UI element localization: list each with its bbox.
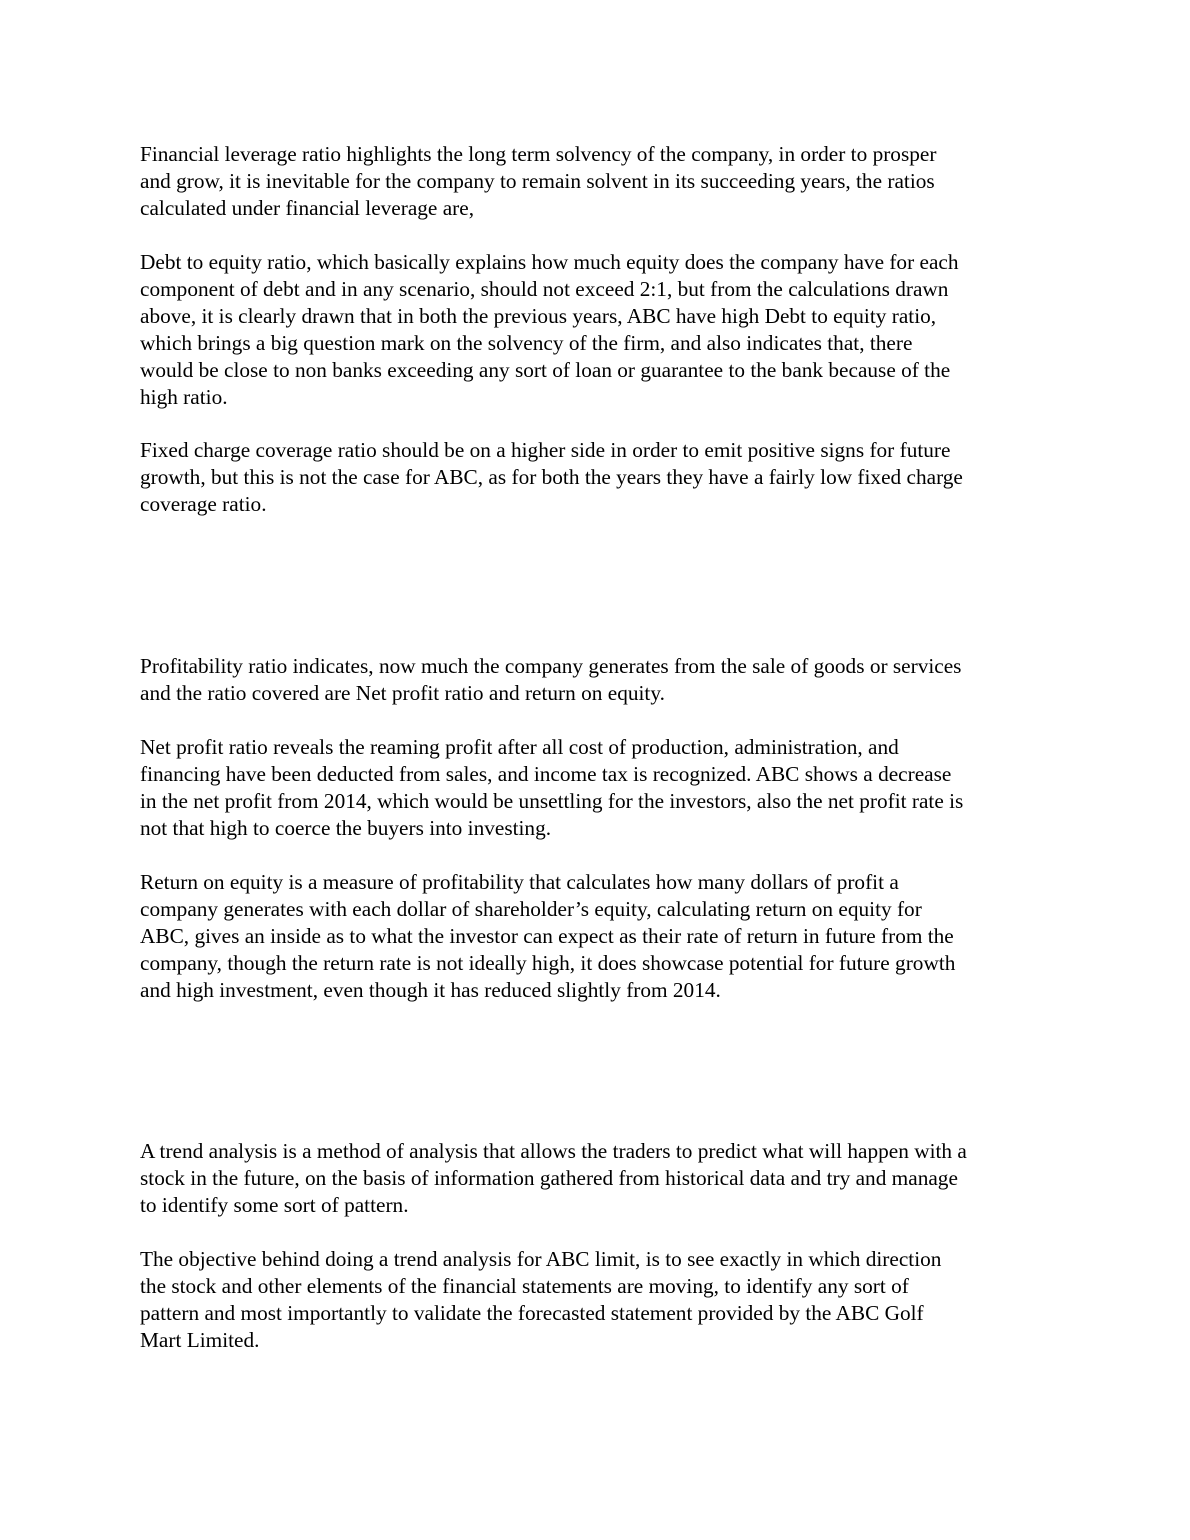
paragraph-return-on-equity: Return on equity is a measure of profitability that calculates how many dollars of profit a company generates with each dollar of shareholder’s equity, calculating return on equity for ABC, gives an inside as to what the investor can expect as their rate of return in future from the company, though the return rate is not ideally high, it does showcase potential for future growth and high investment, even though it has reduced slightly from 2014.: [140, 870, 956, 1002]
paragraph-trend-objective: The objective behind doing a trend analysis for ABC limit, is to see exactly in which direction the stock and other elements of the financial statements are moving, to identify any sort of pattern and most importantly to validate the forecasted statement provided by the ABC Golf Mart Limited.: [140, 1247, 942, 1352]
paragraph-net-profit-ratio: Net profit ratio reveals the reaming profit after all cost of production, administration, and financing have been deducted from sales, and income tax is recognized. ABC shows a decrease in the net profit from 2014, which would be unsettling for the investors, also the net profit rate is not that high to coerce the buyers into investing.: [140, 735, 964, 840]
paragraph-profitability-ratio: Profitability ratio indicates, now much the company generates from the sale of goods or services and the ratio covered are Net profit ratio and return on equity.: [140, 654, 962, 705]
paragraph-financial-leverage: Financial leverage ratio highlights the long term solvency of the company, in order to prosper and grow, it is inevitable for the company to remain solvent in its succeeding years, the ratios calculated under financial leverage are,: [140, 142, 937, 220]
paragraph-fixed-charge-coverage: Fixed charge coverage ratio should be on a higher side in order to emit positive signs for future growth, but this is not the case for ABC, as for both the years they have a fairly low fixed charge coverage ratio.: [140, 438, 963, 516]
paragraph-debt-to-equity: Debt to equity ratio, which basically explains how much equity does the company have for each component of debt and in any scenario, should not exceed 2:1, but from the calculations drawn above, it is clearly drawn that in both the previous years, ABC have high Debt to equity ratio, which brings a big question mark on the solvency of the firm, and also indicates that, there would be close to non banks exceeding any sort of loan or guarantee to the bank because of the high ratio.: [140, 250, 959, 409]
paragraph-trend-analysis: A trend analysis is a method of analysis that allows the traders to predict what will happen with a stock in the future, on the basis of information gathered from historical data and try and manage to identify some sort of pattern.: [140, 1139, 967, 1217]
